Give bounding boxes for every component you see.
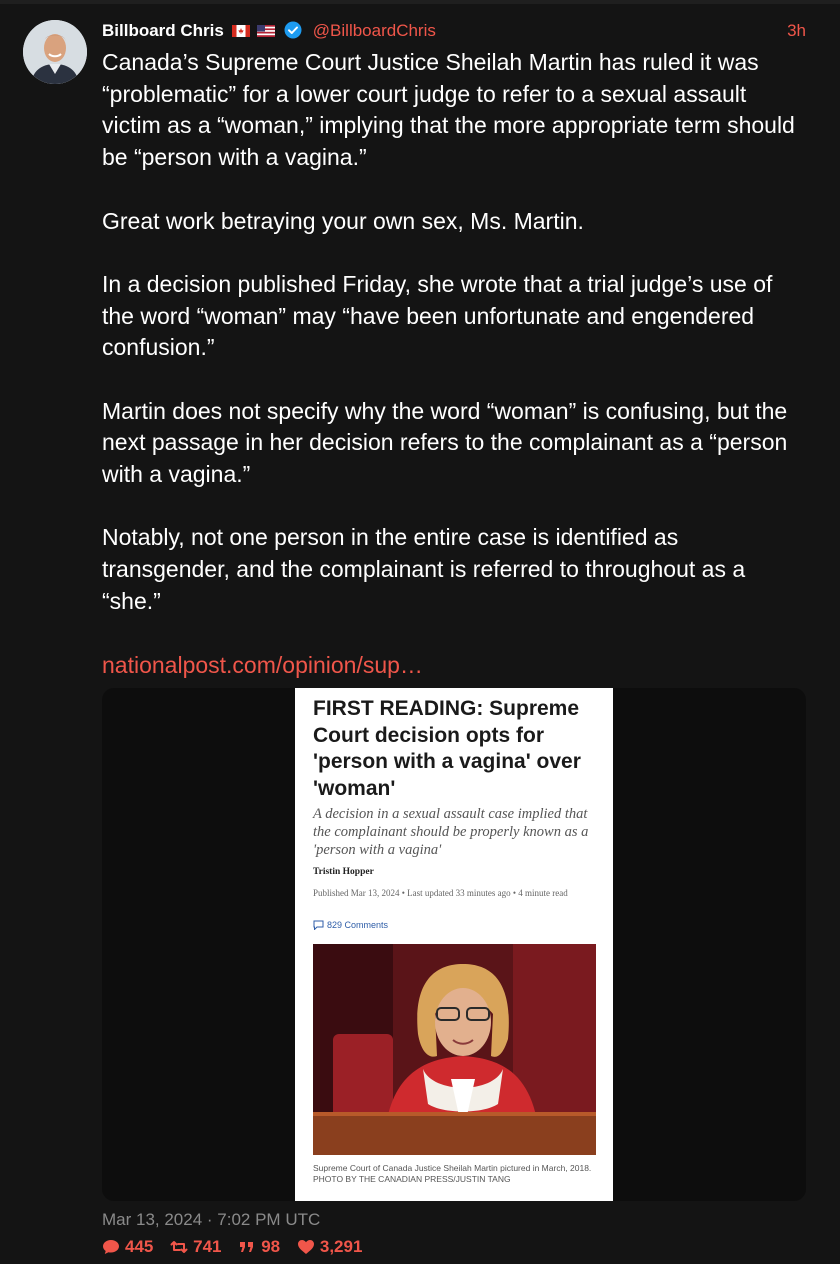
article-subhead: A decision in a sexual assault case implied that the complainant should be properly known as a 'person with a vagina' [313, 806, 589, 858]
tweet-header [102, 19, 806, 43]
retweets-count: 741 [193, 1237, 222, 1256]
likes-count: 3,291 [319, 1237, 363, 1256]
article-headline: FIRST READING: Supreme Court decision opts for 'person with a vagina' over 'woman' [313, 697, 581, 800]
tweet-paragraph: Martin does not specify why the word “woman” is confusing, but the next passage in her decision refers to the complainant as a “person with a vagina.” [102, 397, 788, 488]
justice-photo-icon [313, 944, 596, 1155]
likes-stat[interactable] [297, 1236, 363, 1258]
article-screenshot[interactable] [295, 688, 613, 1201]
tweet-paragraph: Notably, not one person in the entire case is identified as transgender, and the complainant is referred to throughout as a “she.” [102, 524, 746, 614]
user-handle[interactable]: @BillboardChris [312, 21, 436, 40]
heart-icon [297, 1239, 315, 1255]
comment-icon [102, 1239, 120, 1255]
replies-count: 445 [125, 1237, 154, 1256]
article-link[interactable]: nationalpost.com/opinion/sup… [102, 652, 423, 678]
article-photo-caption: Supreme Court of Canada Justice Sheilah Martin pictured in March, 2018. PHOTO BY THE CANADIAN PRESS/JUSTIN TANG [313, 1163, 592, 1184]
top-divider [0, 0, 840, 4]
retweet-icon [170, 1239, 188, 1255]
comment-bubble-icon [313, 920, 324, 930]
us-flag-icon [257, 25, 275, 37]
canada-flag-icon [232, 25, 250, 37]
avatar-portrait-icon [23, 20, 87, 84]
tweet-paragraph: Canada’s Supreme Court Justice Sheilah Martin has ruled it was “problematic” for a lower court judge to refer to a sexual assault victim as a “woman,” implying that the more appropriate term should be “person with a vagina.” [102, 49, 795, 171]
retweets-stat[interactable] [170, 1236, 221, 1258]
avatar[interactable] [23, 20, 87, 84]
tweet-paragraph: In a decision published Friday, she wrote that a trial judge’s use of the word “woman” may “have been unfortunate and engendered confusion.” [102, 270, 773, 361]
media-attachment[interactable] [102, 688, 806, 1201]
tweet-time-ago[interactable]: 3h [787, 21, 806, 40]
article-comments-count: 829 Comments [327, 920, 389, 930]
quotes-stat[interactable] [238, 1236, 280, 1258]
article-author: Tristin Hopper [313, 867, 374, 877]
display-name[interactable]: Billboard Chris [102, 21, 224, 40]
tweet-body [102, 47, 802, 649]
article-photo [313, 944, 596, 1155]
replies-stat[interactable] [102, 1236, 153, 1258]
verified-check-icon [284, 21, 302, 39]
article-meta: Published Mar 13, 2024 • Last updated 33 minutes ago • 4 minute read [313, 888, 568, 898]
tweet-paragraph: Great work betraying your own sex, Ms. Martin. [102, 207, 584, 234]
article-comments [313, 920, 388, 930]
tweet-stats [102, 1236, 374, 1261]
quote-icon [238, 1239, 256, 1255]
quotes-count: 98 [261, 1237, 281, 1256]
tweet-timestamp[interactable]: Mar 13, 2024 · 7:02 PM UTC [102, 1210, 321, 1229]
